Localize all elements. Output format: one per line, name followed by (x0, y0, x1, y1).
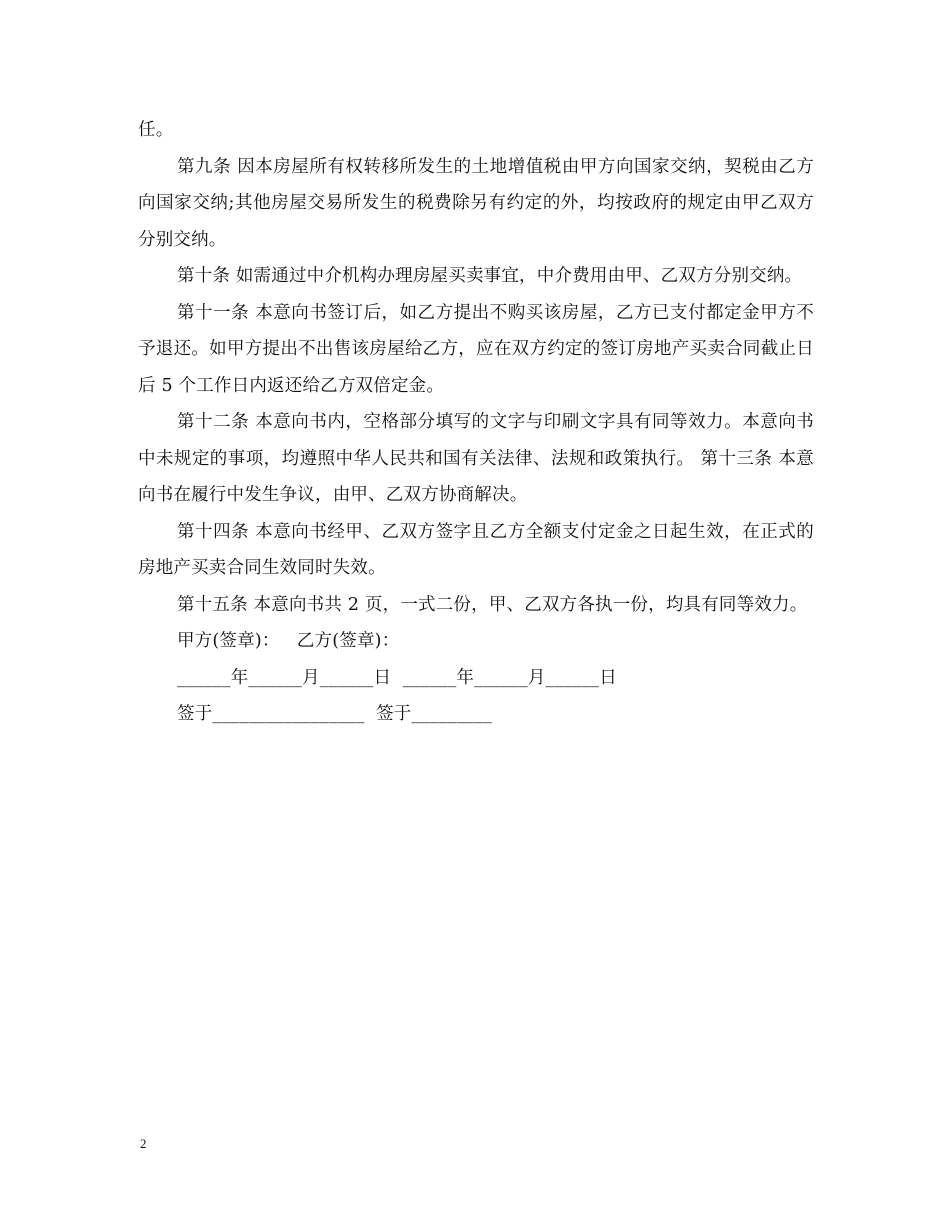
page-number: 2 (140, 1136, 147, 1151)
signature-parties-line: 甲方(签章)： 乙方(签章)： (177, 631, 400, 651)
clause-9: 第九条 因本房屋所有权转移所发生的土地增值税由甲方向国家交纳，契税由乙方向国家交纳;其他房屋交易所发生的税费除另有约定的外，均按政府的规定由甲乙双方分别交纳。 (138, 156, 814, 250)
clause-12-13: 第十二条 本意向书内，空格部分填写的文字与印刷文字具有同等效力。本意向书中未规定的事项，均遵照中华人民共和国有关法律、法规和政策执行。 第十三条 本意向书在履行中发生争议，由甲、乙双方协商解决。 (138, 412, 814, 505)
clause-10: 第十条 如需通过中介机构办理房屋买卖事宜，中介费用由甲、乙双方分别交纳。 (177, 266, 803, 286)
clause-11: 第十一条 本意向书签订后，如乙方提出不购买该房屋，乙方已支付都定金甲方不予退还。如甲方提出不出售该房屋给乙方，应在双方约定的签订房地产买卖合同截止日后 5 个工作日内返还给乙方双倍定金。 (138, 302, 814, 396)
signature-place-line: 签于_________________ 签于_________ (177, 704, 493, 724)
clause-14: 第十四条 本意向书经甲、乙双方签字且乙方全额支付定金之日起生效，在正式的房地产买卖合同生效同时失效。 (138, 521, 814, 578)
clause-15: 第十五条 本意向书共 2 页，一式二份，甲、乙双方各执一份，均具有同等效力。 (177, 594, 808, 615)
paragraph-continuation: 任。 (138, 120, 174, 140)
document-body (138, 112, 814, 733)
signature-date-line: ______年______月______日 ______年______月______日 (177, 667, 617, 688)
